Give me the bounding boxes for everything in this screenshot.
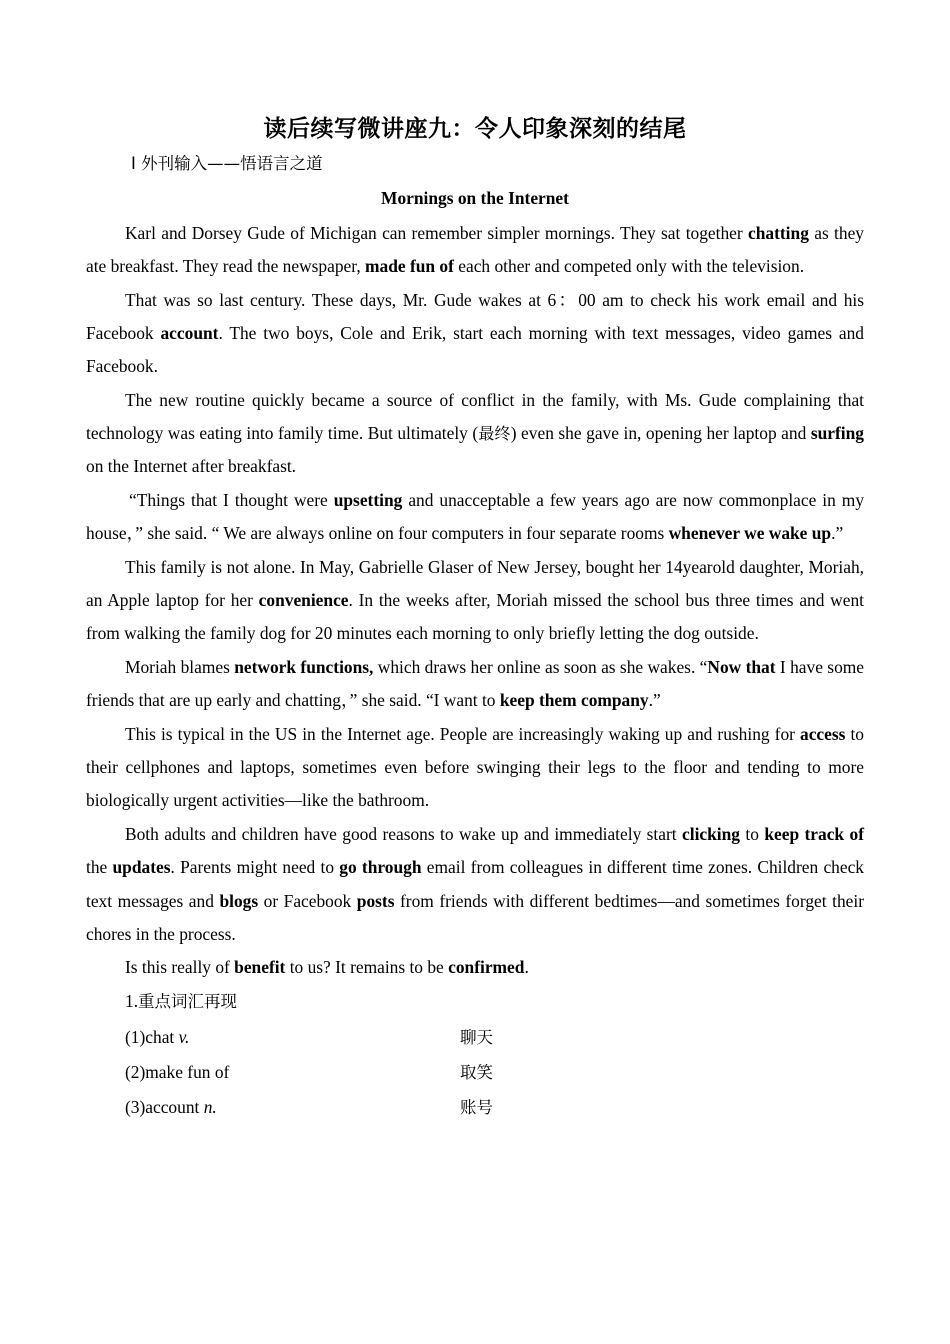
paragraph-9 [86,951,864,984]
text-run: to their cellphones and laptops, sometimes even before swinging their legs to the floor and tending to more biologically urgent activities—like the bathroom. [86,724,864,811]
text-run: on the Internet after breakfast. [86,456,297,477]
text-run: This is typical in the US in the Internet age. People are increasingly waking up and rushing for [125,724,801,745]
text-run: to us? It remains to be [285,957,449,978]
text-run: . In the weeks after, Moriah missed the school bus three times and went from walking the family dog for 20 minutes each morning to only briefly letting the dog outside. [86,590,864,644]
text-run: .” [648,690,661,711]
vocab-heading-text: 重点词汇再现 [138,992,238,1012]
keyword: keep track of [764,824,864,845]
section-heading: Ⅰ 外刊输入——悟语言之道 [131,154,323,173]
paragraph-1 [86,217,864,283]
keyword: blogs [219,890,259,911]
vocab-item [125,1090,864,1125]
article-title: Mornings on the Internet [381,188,569,208]
vocab-item [125,1055,864,1090]
text-run: or Facebook [258,890,357,911]
text-run: and unacceptable a few years ago are now commonplace in my house，” she said. “ We are always online on four computers in four separate rooms [86,490,865,544]
page-title: 读后续写微讲座九：令人印象深刻的结尾 [263,116,687,142]
chinese-gloss: 最终 [478,424,511,444]
keyword: account [160,323,219,344]
keyword: Now that [707,657,776,678]
paragraph-3 [86,384,864,484]
text-run: Karl and Dorsey Gude of Michigan can remember simpler mornings. They sat together [125,223,749,243]
keyword: keep them company [499,690,649,711]
keyword: posts [356,890,395,911]
keyword: access [800,724,846,745]
keyword: convenience [258,590,349,611]
paragraph-5 [86,551,864,651]
keyword: network functions, [234,657,374,678]
vocab-term-word: (2)make fun of [125,1062,230,1083]
paragraph-6 [86,651,864,717]
text-run: That was so last century. These days, Mr. Gude wakes at 6：00 am to check his work email and his Facebook [86,289,864,344]
vocab-meaning: 取笑 [460,1063,493,1083]
keyword: whenever we wake up [668,523,832,544]
vocab-term [125,1090,460,1125]
vocab-meaning: 账号 [460,1098,493,1118]
vocab-heading [125,985,864,1018]
keyword: go through [339,857,422,878]
text-run: as they ate breakfast. They read the newspaper, [86,223,864,277]
text-run: . Parents might need to [170,857,340,878]
text-run: “Things that I thought were [129,490,334,511]
vocab-term-word: (3)account [125,1097,204,1118]
keyword: chatting [748,223,809,243]
vocab-part-of-speech: n. [203,1097,217,1118]
text-run: which draws her online as soon as she wakes. “ [373,657,708,678]
keyword: confirmed [448,957,525,978]
text-run: Moriah blames [125,657,235,678]
text-run: to [740,824,765,845]
text-run: I have some friends that are up early and chatting，” she said. “I want to [86,657,865,711]
text-run: email from colleagues in different time zones. Children check text messages and [86,857,865,911]
text-run: the [86,857,113,878]
vocab-heading-number: 1. [125,991,139,1012]
keyword: benefit [234,957,286,978]
paragraph-8 [86,818,864,951]
vocab-meaning: 聊天 [460,1028,493,1048]
vocab-part-of-speech: v. [178,1027,190,1048]
keyword: clicking [682,824,740,845]
text-run: The new routine quickly became a source of conflict in the family, with Ms. Gude complaining that technology was eating into family time. But ultimately ( [86,390,864,444]
paragraph-2 [86,284,864,384]
keyword: updates [112,857,171,878]
text-run: each other and competed only with the television. [453,256,805,277]
text-run: This family is not alone. In May, Gabrielle Glaser of New Jersey, bought her 14yearold daughter, Moriah, an Apple laptop for her [86,557,864,611]
vocab-term-word: (1)chat [125,1027,179,1048]
keyword: made fun of [365,256,454,277]
text-run: .” [831,523,844,544]
text-run: Both adults and children have good reasons to wake up and immediately start [125,824,683,845]
vocab-term [125,1055,460,1090]
vocab-term [125,1020,460,1055]
paragraph-4 [86,484,864,550]
keyword: surfing [810,423,864,444]
document-page [86,112,864,1125]
vocab-item [125,1020,864,1055]
text-run: . The two boys, Cole and Erik, start each morning with text messages, video games and Facebook. [86,323,864,377]
text-run: . [524,957,529,978]
keyword: upsetting [333,490,403,511]
text-run: from friends with different bedtimes—and sometimes forget their chores in the process. [86,890,864,944]
text-run: ) even she gave in, opening her laptop and [510,423,811,444]
paragraph-7 [86,718,864,818]
text-run: Is this really of [125,957,235,978]
